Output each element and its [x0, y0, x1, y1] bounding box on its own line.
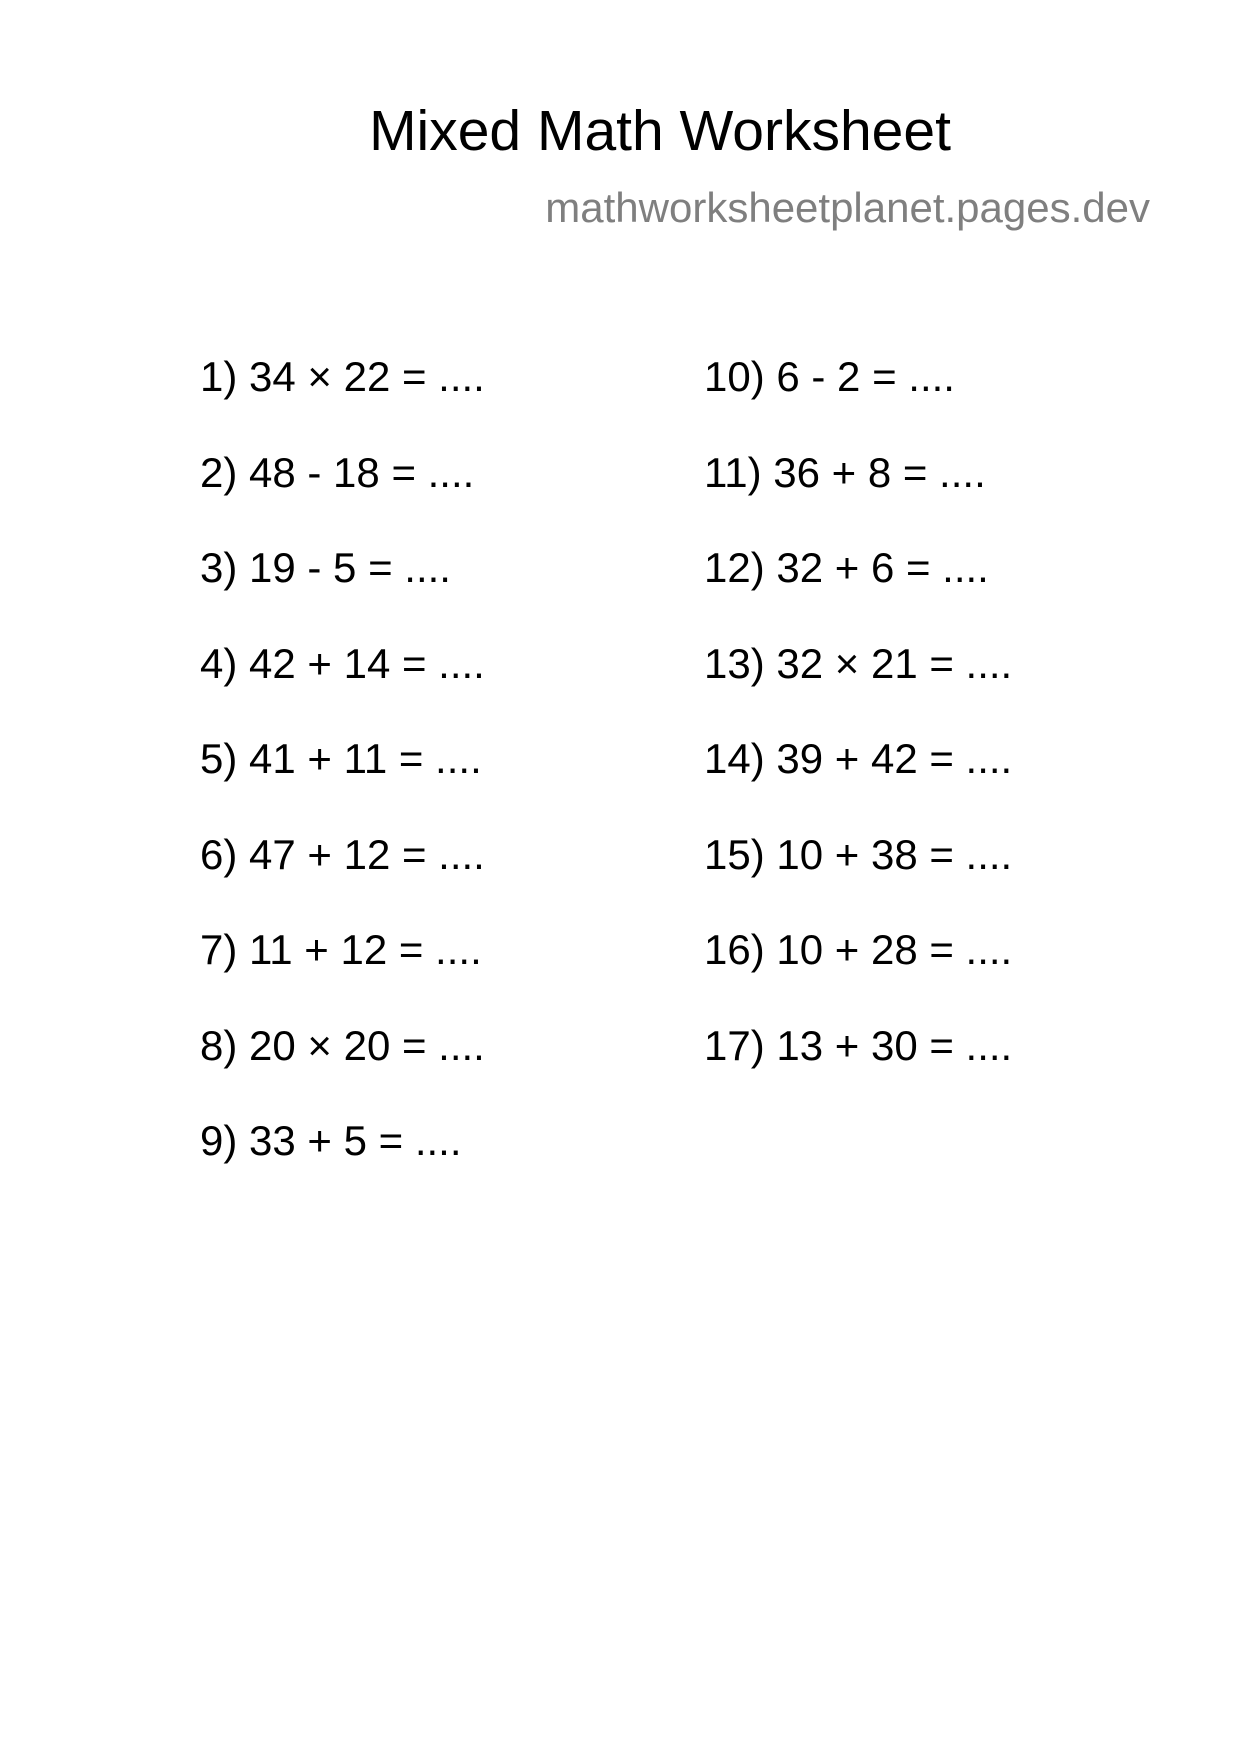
problem-item: 14) 39 + 42 = .... — [704, 735, 1013, 782]
problem-item: 7) 11 + 12 = .... — [200, 926, 482, 973]
problem-item: 17) 13 + 30 = .... — [704, 1021, 1013, 1069]
page-title: Mixed Math Worksheet — [369, 99, 951, 163]
problem-item: 10) 6 - 2 = .... — [704, 353, 955, 400]
problem-column-right — [704, 352, 1012, 1116]
problem-item: 9) 33 + 5 = .... — [200, 1117, 462, 1164]
problem-column-left — [200, 352, 485, 1212]
source-url: mathworksheetplanet.pages.dev — [545, 184, 1150, 231]
problem-item: 12) 32 + 6 = .... — [704, 544, 989, 591]
problem-item: 5) 41 + 11 = .... — [200, 735, 482, 782]
problem-item: 4) 42 + 14 = .... — [200, 639, 485, 687]
problem-item: 8) 20 × 20 = .... — [200, 1021, 485, 1069]
problem-item: 3) 19 - 5 = .... — [200, 544, 451, 591]
problem-item: 16) 10 + 28 = .... — [704, 926, 1013, 973]
problem-item: 1) 34 × 22 = .... — [200, 353, 485, 400]
problem-item: 13) 32 × 21 = .... — [704, 639, 1013, 687]
problem-item: 15) 10 + 38 = .... — [704, 830, 1013, 878]
problem-item: 2) 48 - 18 = .... — [200, 448, 475, 496]
problem-item: 11) 36 + 8 = .... — [704, 448, 986, 496]
problem-item: 6) 47 + 12 = .... — [200, 830, 485, 878]
